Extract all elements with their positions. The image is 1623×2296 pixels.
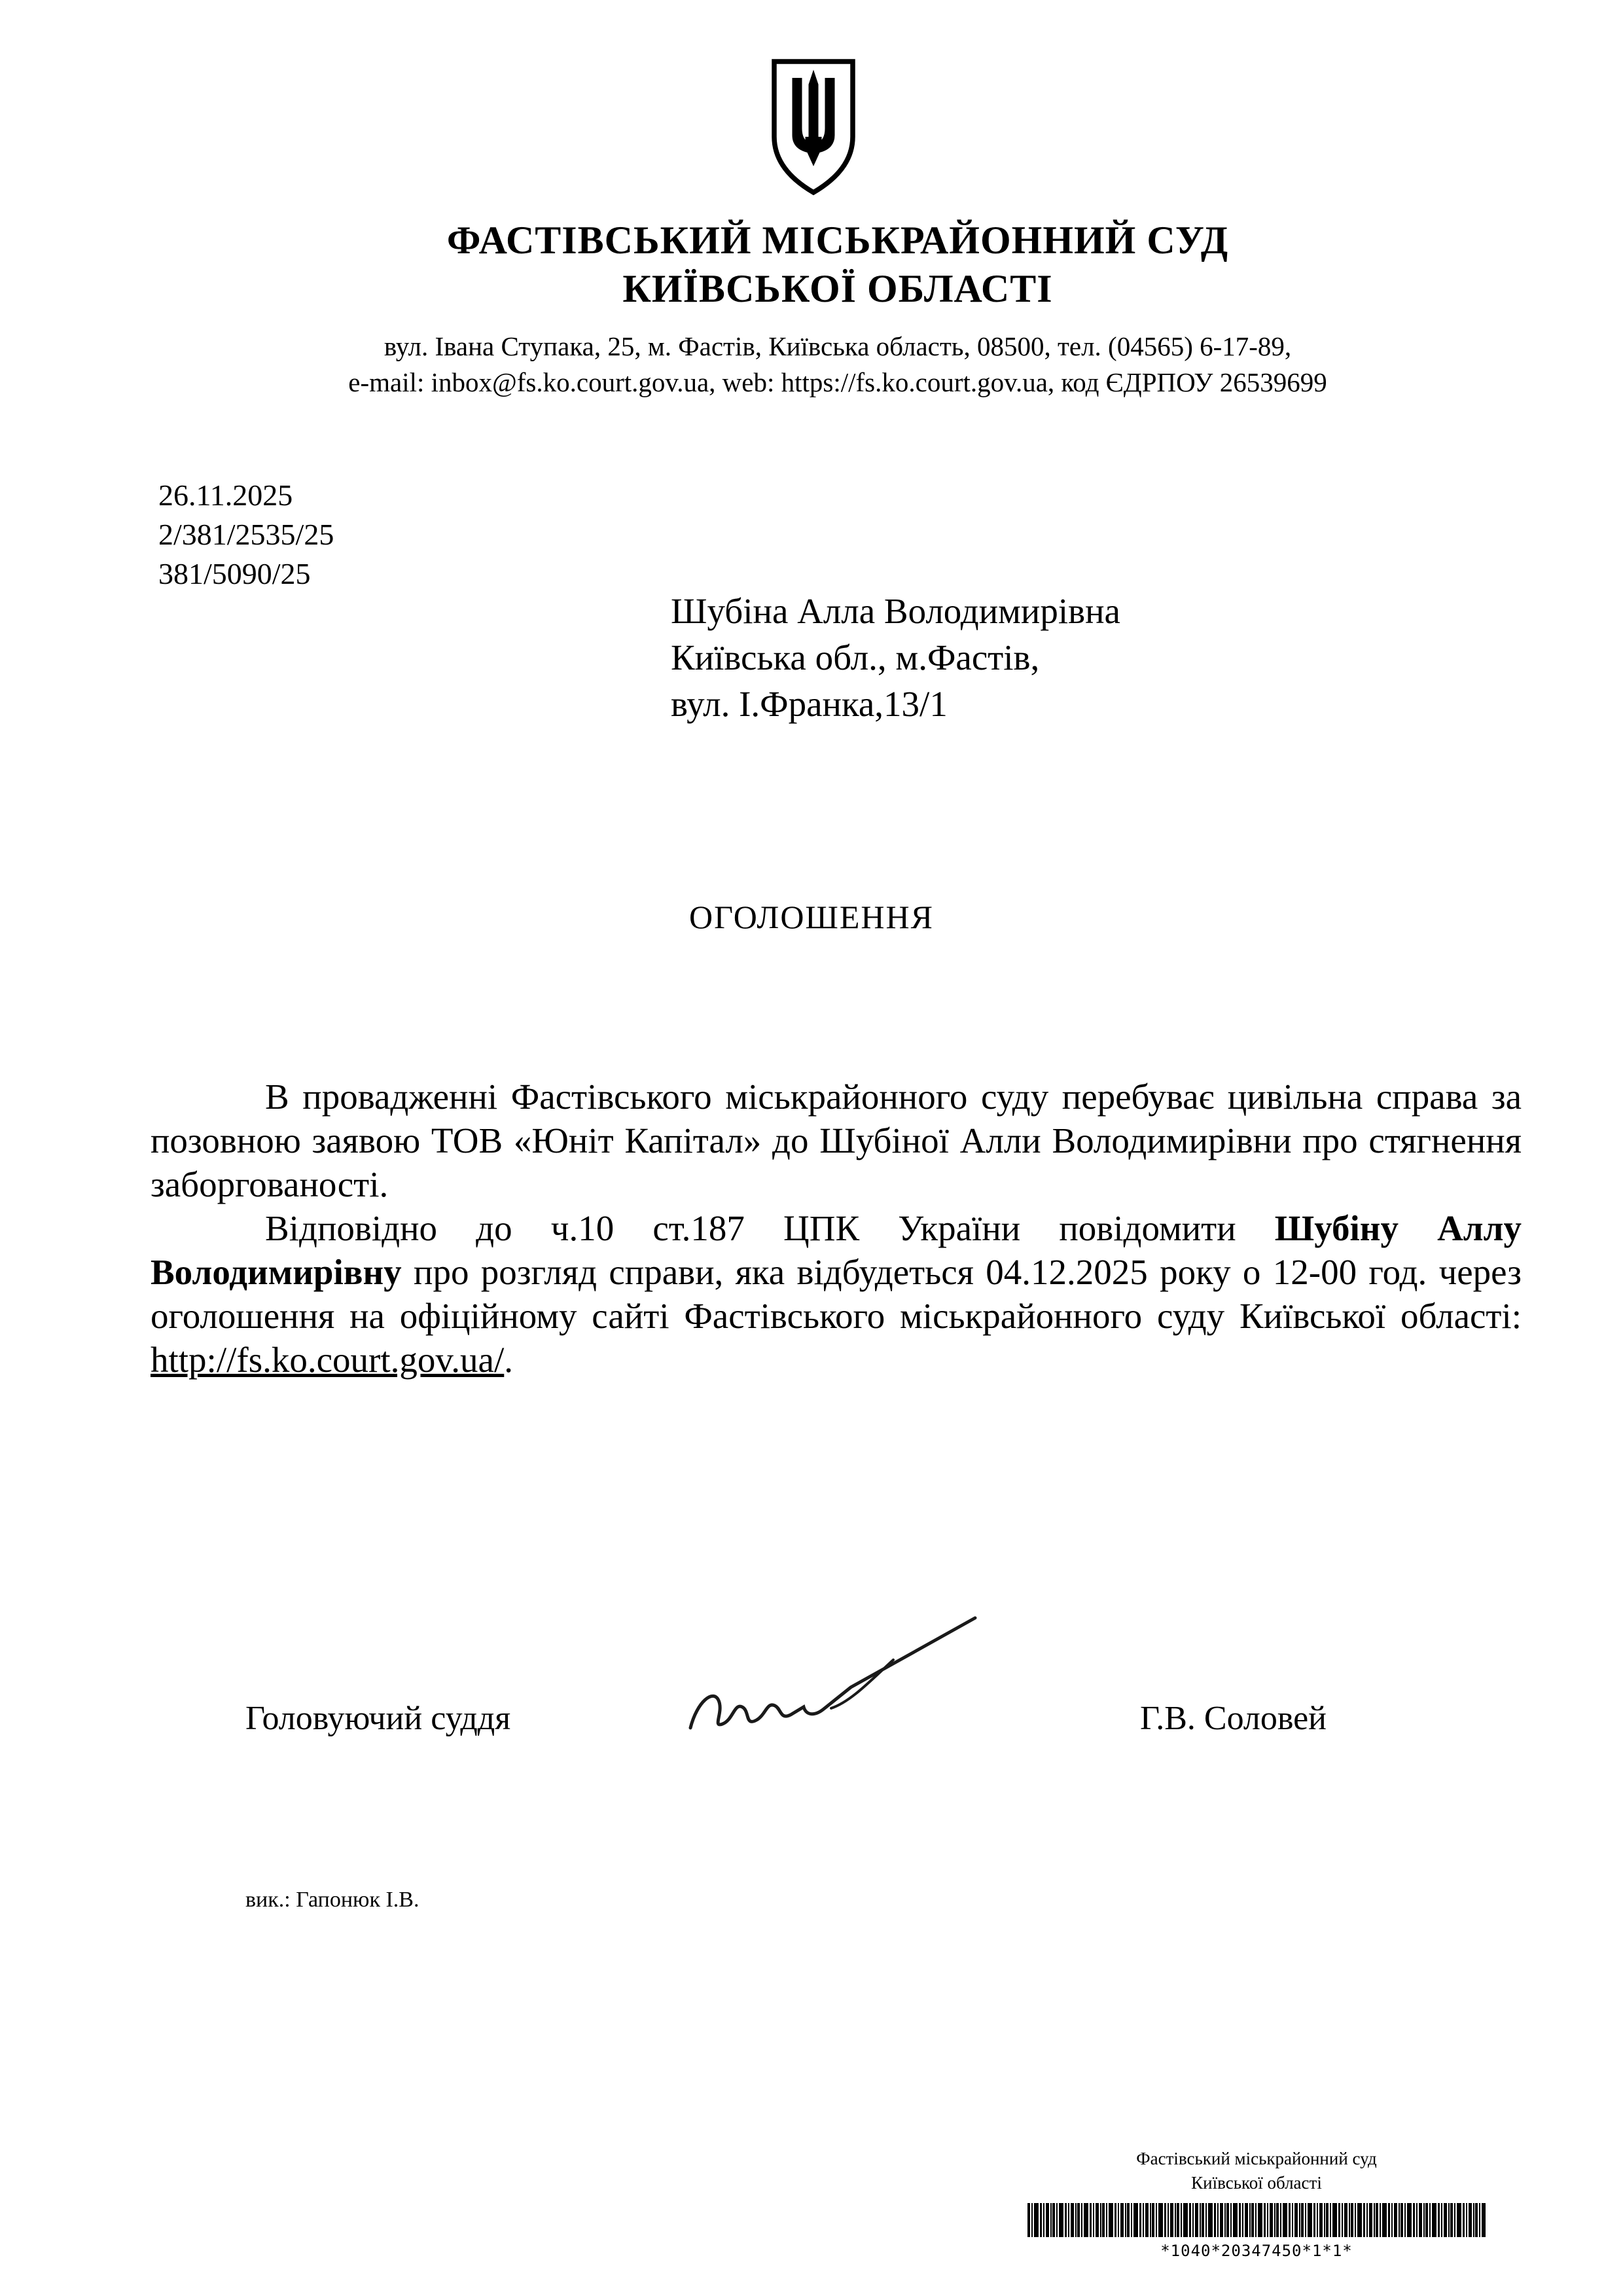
court-address-line: вул. Івана Ступака, 25, м. Фастів, Київська область, 08500, тел. (04565) 6-17-89,: [383, 331, 1292, 361]
paragraph-2-middle: про розгляд справи, яка відбудеться 04.12.2025 року о 12-00 год. через оголошення на офіційному сайті Фастівського міськрайонного суду Київської області:: [151, 1252, 1522, 1336]
court-name-line2: КИЇВСЬКОЇ ОБЛАСТІ: [622, 267, 1053, 310]
document-date: 26.11.2025: [158, 478, 293, 512]
footer-court-line1: Фастівський міськрайонний суд: [1136, 2149, 1377, 2168]
paragraph-2-period: .: [504, 1340, 514, 1380]
footer-registration-block: [1021, 2147, 1492, 2260]
reference-number: 381/5090/25: [158, 557, 311, 590]
court-name: [52, 216, 1623, 313]
document-body: [151, 1075, 1522, 1382]
recipient-address-line1: Київська обл., м.Фастів,: [671, 637, 1040, 677]
signer-name: Г.В. Соловей: [1140, 1700, 1327, 1737]
recipient-block: [671, 588, 1120, 727]
handwritten-signature: [635, 1604, 995, 1757]
document-title: ОГОЛОШЕННЯ: [689, 899, 934, 935]
body-paragraph-2: [151, 1206, 1522, 1382]
executor-note: вик.: Гапонюк І.В.: [245, 1888, 419, 1912]
paragraph-1-text: В провадженні Фастівського міськрайонного суду перебуває цивільна справа за позовною заявою ТОВ «Юніт Капітал» до Шубіної Алли Володимирівни про стягнення заборгованості.: [151, 1077, 1522, 1204]
court-contacts-line: e-mail: inbox@fs.ko.court.gov.ua, web: https://fs.ko.court.gov.ua, код ЄДРПОУ 26539699: [348, 367, 1327, 397]
court-name-line1: ФАСТІВСЬКИЙ МІСЬКРАЙОННИЙ СУД: [446, 219, 1229, 262]
court-contact-info: [52, 329, 1623, 401]
barcode-caption: *1040*20347450*1*1*: [1160, 2242, 1353, 2260]
recipient-name: Шубіна Алла Володимирівна: [671, 591, 1120, 631]
document-meta: [158, 476, 334, 594]
recipient-address-line2: вул. І.Франка,13/1: [671, 684, 948, 724]
paragraph-2-party-name: Шубіну Аллу Володимирівну: [151, 1208, 1522, 1292]
ukraine-trident-emblem-icon: [764, 55, 863, 199]
court-website-link[interactable]: http://fs.ko.court.gov.ua/: [151, 1340, 505, 1380]
signer-role: Головуючий суддя: [245, 1700, 511, 1737]
footer-court-line2: Київської області: [1191, 2173, 1322, 2193]
paragraph-2-lead: Відповідно до ч.10 ст.187 ЦПК України повідомити: [265, 1208, 1275, 1248]
case-number: 2/381/2535/25: [158, 518, 334, 551]
body-paragraph-1: [151, 1075, 1522, 1206]
document-barcode-icon: [1027, 2203, 1486, 2237]
